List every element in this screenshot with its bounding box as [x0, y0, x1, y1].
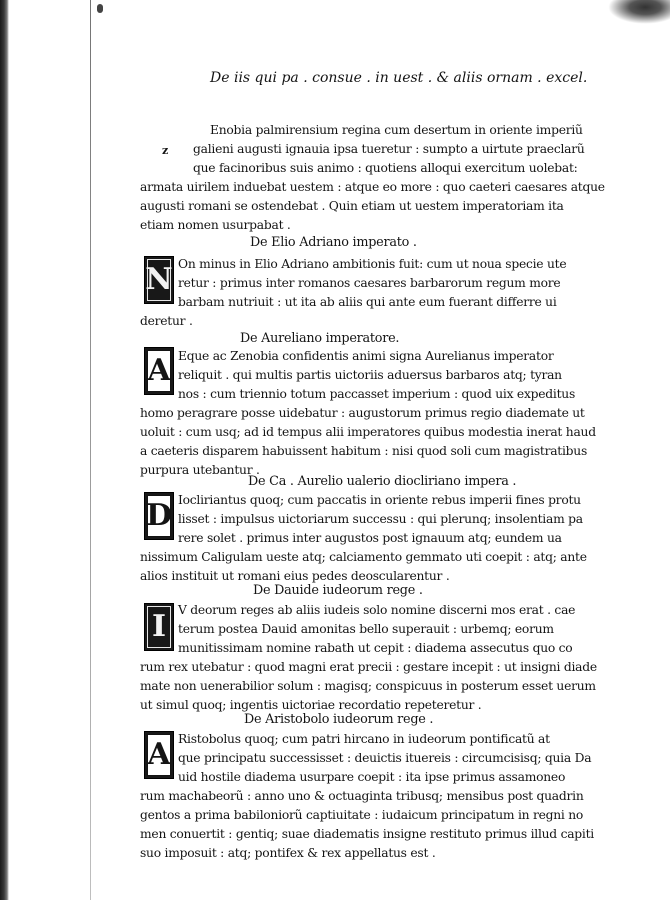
- text-line: munitissimam nomine rabath ut cepit : diadema assecutus quo co: [178, 641, 573, 655]
- text-line: uid hostile diadema usurpare coepit : ita ipse primus assamoneo: [178, 770, 566, 784]
- text-line: gentos a prima babiloniorũ captiuitate : iudaicum principatum in regni no: [140, 808, 584, 822]
- marginal-mark: z: [162, 144, 169, 157]
- initial-letter: I: [147, 606, 171, 648]
- text-line: lisset : impulsus uictoriarum successu : qui plerunq; insolentiam pa: [178, 512, 583, 526]
- text-line: men conuertit : gentiq; suae diadematis insigne restituto primus illud capiti: [140, 827, 594, 841]
- text-line: ut simul quoq; ingentis uictoriae recordatio repeteretur .: [140, 698, 482, 712]
- initial-letter: N: [147, 259, 171, 301]
- text-line: purpura utebantur .: [140, 463, 260, 477]
- text-line: galieni augusti ignauia ipsa tueretur : sumpto a uirtute praeclarũ: [193, 142, 585, 156]
- text-line: Iocliriantus quoq; cum paccatis in oriente rebus imperii fines protu: [178, 493, 581, 507]
- text-line: On minus in Elio Adriano ambitionis fuit: cum ut noua specie ute: [178, 257, 567, 271]
- text-line: rere solet . primus inter augustos post ignauum atq; eundem ua: [178, 531, 562, 545]
- text-line: rum machabeorũ : anno uno & octuaginta tribusq; mensibus post quadrin: [140, 789, 584, 803]
- text-line: augusti romani se ostendebat . Quin etiam ut uestem imperatoriam ita: [140, 199, 564, 213]
- ink-blot: [608, 0, 670, 24]
- text-line: deretur .: [140, 314, 193, 328]
- section-heading: De Ca . Aurelio ualerio diocliriano impera .: [248, 474, 517, 489]
- section-heading: De Aristobolo iudeorum rege .: [244, 712, 434, 727]
- text-line: rum rex utebatur : quod magni erat precii : gestare incepit : ut insigni diade: [140, 660, 597, 674]
- page-title: De iis qui pa . consue . in uest . & aliis ornam . excel.: [210, 70, 588, 86]
- decorated-initial-n: [144, 256, 174, 304]
- page-edge-shadow: [0, 0, 9, 900]
- text-line: uoluit : cum usq; ad id tempus alii imperatores quibus modestia inerat haud: [140, 425, 596, 439]
- ink-dot: [97, 4, 103, 13]
- text-line: barbam nutriuit : ut ita ab aliis qui ante eum fuerant differre ui: [178, 295, 557, 309]
- text-line: terum postea Dauid amonitas bello superauit : urbemq; eorum: [178, 622, 554, 636]
- section-heading: De Dauide iudeorum rege .: [253, 583, 423, 598]
- text-line: homo peragrare posse uidebatur : augustorum primus regio diademate ut: [140, 406, 585, 420]
- text-line: a caeteris disparem habuissent habitum : nisi quod soli cum magistratibus: [140, 444, 588, 458]
- text-line: retur : primus inter romanos caesares barbarorum regum more: [178, 276, 561, 290]
- text-line: suo imposuit : atq; pontifex & rex appellatus est .: [140, 846, 436, 860]
- text-line: Ristobolus quoq; cum patri hircano in iudeorum pontificatũ at: [178, 732, 550, 746]
- text-line: mate non uenerabilior solum : magisq; conspicuus in posterum esset uerum: [140, 679, 596, 693]
- text-line: Enobia palmirensium regina cum desertum in oriente imperiũ: [210, 123, 583, 137]
- text-line: V deorum reges ab aliis iudeis solo nomine discerni mos erat . cae: [178, 603, 576, 617]
- decorated-initial-i: [144, 603, 174, 651]
- text-line: que principatu successisset : deuictis ituereis : circumcisisq; quia Da: [178, 751, 592, 765]
- text-line: reliquit . qui multis partis uictoriis aduersus barbaros atq; tyran: [178, 368, 562, 382]
- decorated-initial-a: [144, 347, 174, 395]
- text-line: nissimum Caligulam ueste atq; calciamento gemmato uti coepit : atq; ante: [140, 550, 587, 564]
- decorated-initial-a: [144, 731, 174, 779]
- text-line: nos : cum triennio totum paccasset imperium : quod uix expeditus: [178, 387, 576, 401]
- text-line: que facinoribus suis animo : quotiens alloqui exercitum uolebat:: [193, 161, 578, 175]
- decorated-initial-d: [144, 492, 174, 540]
- fold-line: [90, 0, 91, 900]
- initial-letter: A: [147, 350, 171, 392]
- initial-letter: A: [147, 734, 171, 776]
- text-line: etiam nomen usurpabat .: [140, 218, 291, 232]
- initial-letter: D: [147, 495, 171, 537]
- section-heading: De Aureliano imperatore.: [240, 331, 400, 346]
- section-heading: De Elio Adriano imperato .: [250, 235, 417, 250]
- text-line: armata uirilem induebat uestem : atque eo more : quo caeteri caesares atque: [140, 180, 605, 194]
- text-line: Eque ac Zenobia confidentis animi signa Aurelianus imperator: [178, 349, 554, 363]
- text-line: alios instituit ut romani eius pedes deoscularentur .: [140, 569, 450, 583]
